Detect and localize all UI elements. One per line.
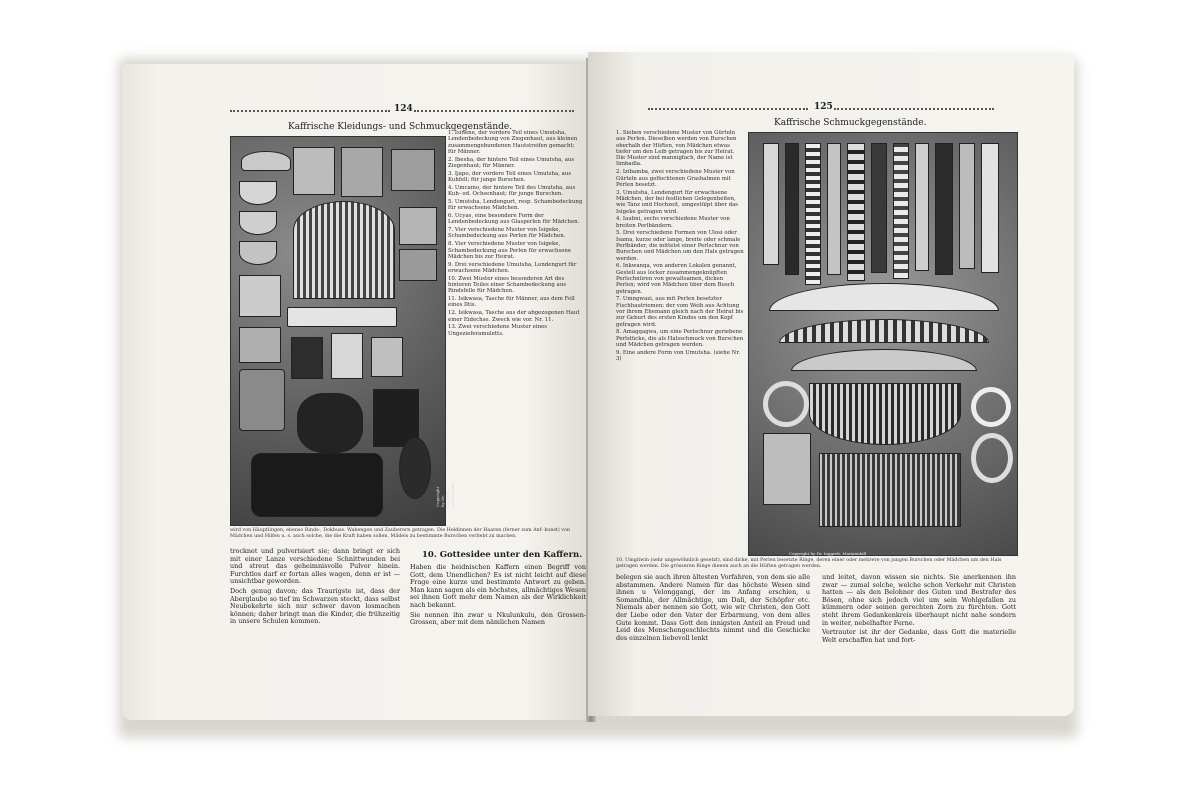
beadwork-item [331, 333, 363, 379]
beaded-ring [763, 381, 809, 427]
beaded-necklace [809, 383, 961, 445]
dotted-rule [414, 110, 574, 112]
caption-item: 5. Umutsha, Lendengurt, resp. Schambedeckung für erwachsene Mädchen. [448, 198, 583, 212]
photo-plate [748, 132, 1018, 556]
dotted-rule [230, 110, 390, 112]
beaded-belt [805, 143, 821, 285]
paragraph: Sie nennen ihn zwar u Nkulunkulu, den Grossen-Grossen, aber mit dem nämlichen Namen [410, 610, 586, 627]
dotted-rule [648, 108, 808, 110]
beaded-belt [959, 143, 975, 269]
caption-item: 1. Isinene, der vordere Teil eines Umutsha, Lendenbedeckung von Ziegenhaut, aus kleinen zusammengebundenen Hautstreifen gemacht; für Männer. [448, 130, 578, 155]
caption-list [616, 130, 744, 364]
fur-item [297, 393, 363, 453]
section-title: 10. Gottesidee unter den Kaffern. [422, 550, 583, 560]
copyright-mark: Copyright by Dr. Inggreb, Mariannhill [435, 483, 455, 507]
paragraph: Vertrauter ist ihr der Gedanke, dass Gott die materielle Welt erschaffen hat und fort- [822, 628, 1016, 644]
page-number: 124 [394, 104, 413, 114]
dotted-rule [834, 108, 994, 110]
caption-item: 2. Ibesha, der hintere Teil eines Umutsha, aus Ziegenhaut; für Männer. [448, 156, 575, 169]
beaded-belt [935, 143, 953, 275]
beaded-belt [763, 143, 779, 265]
caption-continuation: 10. Umgitwin (sehr ungewöhnlich gesetzt), sind dicke, mit Perlen besetzte Ringe, deren einer oder mehrere von jungen Burschen oder Mädchen um den Hals getragen werden. Die grösseren Ringe dienen auch an die Hüften getragen werden. [616, 558, 1002, 569]
caption-item: 4. Iaubni, sechs verschiedene Muster von breiten Perlbändern. [616, 216, 730, 229]
caption-item: 10. Zwei Muster eines besonderen Art des hinteren Teiles einer Schambedeckung aus Rindsfelle für Mädchen. [448, 275, 566, 295]
beaded-belt [893, 143, 909, 279]
caption-item: 1. Sieben verschiedene Muster von Gürteln aus Perlen. Dieselben werden von Burschen oberhalb der Hüften, von Mädchen etwas tiefer um den Leib getragen bis zur Heirat. Die Muster sind mannigfach, der Name ist Iimbadla. [616, 130, 737, 168]
beaded-belt [847, 143, 865, 281]
beadwork-item [293, 147, 335, 195]
caption-item: 4. Umcamo, der hintere Teil des Umutsha, aus Kuh- od. Ochsenhaut; für junge Burschen. [448, 184, 576, 198]
beadwork-item [239, 181, 277, 205]
beaded-ring [971, 387, 1011, 427]
paragraph: und leitet, davon wissen sie nichts. Sie anerkennen ihn zwar — zumal solche, welche schon Verkehr mit Christen hatten — als den Belohner des Guten und Bestrafer des Bösen, ohne sich jedoch viel um sein Wohlgefallen zu kümmern oder seinen gerechten Zorn zu fürchten. Gott steht ihrem Gedankenkreis überhaupt nicht nahe sondern in weiter, nebelhafter Ferne. [822, 573, 1016, 627]
copyright-mark: Copyright by Dr. Inggreb, Mariannhill [789, 551, 867, 556]
caption-item: 6. Inkwanqa, von anderen Lokalen genannt, Gestell aus locker zusammengeknüpften Perlschnüren von gewaltsamen, dicken Perlen; wird von Mädchen über dem Busch getragen. [616, 263, 737, 295]
caption-item: 11. Isikwasa, Tasche für Männer, aus dem Fell eines Iltis. [448, 296, 575, 309]
beadwork-item [391, 149, 435, 191]
page-number: 125 [814, 102, 833, 112]
caption-item: 9. Eine andere Form von Umutsha. (siehe Nr. 3) [616, 349, 741, 363]
beaded-apron [763, 433, 811, 505]
beadwork-item [239, 369, 285, 431]
beaded-belt [785, 143, 799, 275]
beaded-belt [915, 143, 929, 271]
left-page [122, 64, 594, 720]
paragraph: Haben die heidnischen Kaffern einen Begriff von Gott, dem Unendlichen? Es ist nicht leicht auf diese Frage eine kurze und bestimmte Antwort zu geben. Man kann sagen als ein höchstes, allmächtiges Wesen sei ihnen Gott mehr dem Namen als der Wirklichkeit nach bekannt. [410, 563, 586, 609]
beadwork-item [239, 241, 277, 265]
beaded-collar [779, 319, 989, 343]
body-column-2 [410, 564, 586, 629]
caption-item: 8. Vier verschiedene Muster von Isigeke, Schambedeckung aus Perlen für erwachsene Mädchen bis zur Heirat. [448, 241, 572, 260]
caption-continuation: wird von Häuptlingen, ebenso Rinds-, Dokbuss. Wabengen und Zauberern getragen. Die Heldinnen der Haaren (ferner zum Anf- kunst) von Mädchen und Hilfen u. s. auch solche, die die Kraft haben sollen, Mädels zu bestimmte Burschen verliebt zu machen. [230, 528, 570, 539]
running-head: Kaffrische Schmuckgegenstände. [774, 118, 927, 128]
beadwork-item [399, 207, 437, 245]
beadwork-item [241, 151, 291, 171]
beadwork-item [371, 337, 403, 377]
beaded-ring [971, 433, 1013, 483]
beadwork-apron [293, 201, 395, 299]
body-column-2 [822, 574, 1016, 646]
beaded-belt [981, 143, 999, 273]
caption-item: 3. Umutsha, Lendengurt für erwachsene Mädchen, der bei festlichen Gelegenheiten, wie Tanz und Hochzeit, umgestülpt über das Isigeke getragen wird. [616, 189, 739, 215]
caption-item: 5. Drei verschiedene Formen von Ulosi oder Isama, kurze oder lange, breite oder schmale Perlbänder, die mittelst einer Perlschnur von Burschen und Mädchen um den Hals getragen werden. [616, 230, 744, 262]
beaded-belt [871, 143, 887, 273]
body-column-1 [230, 548, 400, 628]
body-column-1 [616, 574, 810, 644]
beadwork-item [399, 249, 437, 281]
caption-item: 7. Umngwazi, aus mit Perlen besetzter Fischhautriemen; der vom Weib aus Achtung vor ihrem Ehemann gleich nach der Heirat bis zur Geburt des ersten Kindes um den Kopf getragen wird. [616, 296, 744, 328]
paragraph: belegen sie auch ihren ältesten Vorfahren, von dem sie alle abstammen. Andere Namen für das höchste Wesen sind ihnen u Velonggangi, der im Anfang erschien, u Somandhla, der Allmächtige, um Dali, der Schöpfer etc. Niemals aber nennen sie Gott, wie wir Christen, den Gott der Liebe oder den Vater der Erbarmung, von dem alles Gute kommt. Dass Gott den innigsten Anteil an Freud und Leid des Menschengeschlechts nimmt und die Geschicke des einzelnen liebevoll lenkt [616, 573, 810, 642]
paragraph: trocknet und pulverisiert sie; dann bringt er sich mit einer Lanze verschiedene Schnittwunden bei und streut das geheimnisvolle Pulver hinein. Furchtlos darf er fortan alles wagen, denn er ist — unsichtbar geworden. [230, 547, 400, 586]
caption-item: 6. Ucyas, eine besondere Form der Lendenbedeckung aus Glasperlen für Mädchen. [448, 213, 580, 226]
photo-plate [230, 136, 455, 526]
caption-item: 7. Vier verschiedene Muster von Isigeke, Schambedeckung aus Perlen für Mädchen. [448, 227, 566, 240]
fur-bag [251, 453, 383, 517]
caption-item: 13. Zwei verschiedene Muster eines Ungezieferamuletts. [448, 324, 548, 337]
beaded-collar [769, 283, 999, 311]
beadwork-item [239, 327, 281, 363]
beaded-fringe [819, 453, 961, 527]
hide-item [291, 337, 323, 379]
caption-item: 2. Izibamba, zwei verschiedene Muster von Gürteln aus geflochtenen Grashalmen mit Perlen besetzt. [616, 169, 735, 188]
caption-item: 8. Amagqagwa, um eine Perlschnur geriebene Perlstücke, die als Halsschmuck von Burschen und Mädchen getragen werden. [616, 329, 744, 348]
right-page [588, 52, 1074, 716]
caption-list [448, 130, 584, 338]
beaded-belt [827, 143, 841, 275]
paragraph: Doch genug davon; das Traurigste ist, dass der Aberglaube so tief im Schwarzen steckt, dass selbst Neubekehrte sich nur schwer davon losmachen können; daher bringt man die Kinder, die frühzeitig in unsere Schulen kommen. [230, 586, 400, 626]
running-head: Kaffrische Kleidungs- und Schmuckgegenstände. [288, 122, 513, 132]
beadwork-item [239, 211, 277, 235]
beadwork-item [239, 275, 281, 317]
caption-item: 3. Ijapo, der vordere Teil eines Umutsha, aus Kuhfell; für junge Burschen. [448, 170, 572, 184]
beadwork-item [341, 147, 383, 197]
beadwork-belt [287, 307, 397, 327]
beaded-collar [791, 349, 977, 371]
tail-item [399, 437, 431, 499]
caption-item: 12. Isikwasa, Tasche aus der abgezogenen Haut einer Eidechse. Zweck wie vor. Nr. 11. [448, 310, 580, 323]
caption-item: 9. Drei verschiedene Umutsha, Lendengurt für erwachsene Mädchen. [448, 261, 577, 274]
